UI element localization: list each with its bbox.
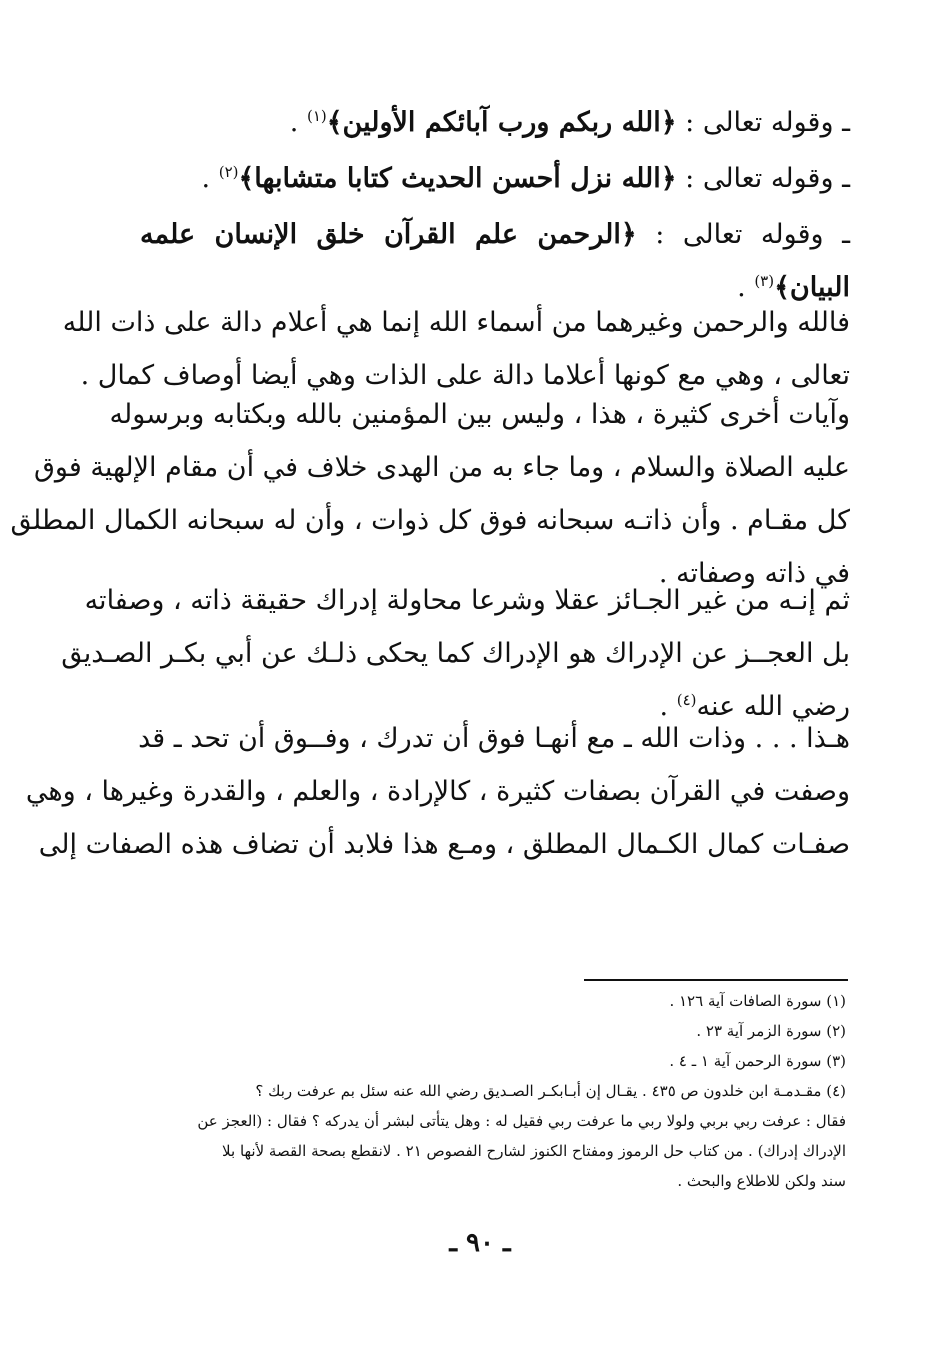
paragraph-line: عليه الصلاة والسلام ، وما جاء به من الهدى خلاف في أن مقام الإلهية فوق	[33, 452, 850, 483]
paragraph-line: وآيات أخرى كثيرة ، هذا ، وليس بين المؤمنين بالله وبكتابه وبرسوله	[109, 399, 850, 430]
paragraph-line: في ذاته وصفاته .	[658, 558, 850, 589]
paragraph-line: بل العجــز عن الإدراك هو الإدراك كما يحكى ذلـك عن أبي بكـر الصـديق	[61, 638, 850, 669]
paragraph-line: تعالى ، وهي مع كونها أعلاما دالة على الذات وهي أيضا أوصاف كمال .	[80, 360, 850, 391]
footnote-ref: (٤)	[676, 691, 697, 709]
footnote-ref: (٣)	[754, 272, 775, 290]
footnote-2: (٢) سورة الزمر آية ٢٣ .	[696, 1022, 846, 1040]
paragraph-4	[25, 712, 850, 871]
paragraph-line: وصفت في القرآن بصفات كثيرة ، كالإرادة ، والعلم ، والقدرة وغيرها ، وهي	[25, 776, 850, 807]
footnote-4-cont: سند ولكن للاطلاع والبحث .	[677, 1172, 846, 1190]
paragraph-2	[10, 388, 850, 600]
verse-prefix: ـ وقوله تعالى :	[636, 219, 850, 250]
footnote-ref: (٢)	[218, 163, 239, 181]
footnote-separator	[584, 979, 848, 981]
paragraph-1	[62, 296, 850, 402]
paragraph-text: رضي الله عنه	[696, 691, 850, 722]
paragraph-line: كل مقـام . وأن ذاتـه سبحانه فوق كل ذوات ، وأن له سبحانه الكمال المطلق	[10, 505, 850, 536]
quran-quote: ﴿الله ربكم ورب آبائكم الأولين﴾	[326, 107, 677, 138]
paragraph-line: صفـات كمال الكـمال المطلق ، ومـع هذا فلابد أن تضاف هذه الصفات إلى	[38, 829, 850, 860]
footnote-4-cont: فقال : عرفت ربي بربي ولولا ربي ما عرفت ربي فقيل له : وهل يتأتى لبشر أن يدركه ؟ فقال : (العجز عن	[197, 1112, 846, 1130]
verse-suffix: .	[201, 163, 219, 194]
footnotes	[130, 986, 846, 1196]
paragraph-line: ثم إنـه من غير الجـائز عقلا وشرعا محاولة إدراك حقيقة ذاته ، وصفاته	[84, 585, 850, 616]
footnote-4: (٤) مقـدمـة ابن خلدون ص ٤٣٥ . يقـال إن أبـابكـر الصـديق رضي الله عنه سئل بم عرفت ربك ؟	[255, 1082, 846, 1100]
paragraph-line: هـذا . . . وذات الله ـ مع أنهـا فوق أن تدرك ، وفــوق أن تحد ـ قد	[138, 723, 850, 754]
quran-quote: ﴿الرحمن علم القرآن خلق الإنسان علمه	[140, 219, 637, 250]
verse-line-2	[140, 152, 850, 205]
verse-line-3	[140, 208, 850, 261]
page-number: ـ ٩٠ ـ	[449, 1228, 511, 1258]
quran-quote: ﴿الله نزل أحسن الحديث كتابا متشابها﴾	[238, 163, 677, 194]
footnote-4-cont: الإدراك إدراك) . من كتاب حل الرموز ومفتاح الكنوز لشارح الفصوص ٢١ . لانقطع بصحة القصة لأنها بلا	[222, 1142, 846, 1160]
footnote-1: (١) سورة الصافات آية ١٢٦ .	[669, 992, 846, 1010]
footnote-3: (٣) سورة الرحمن آية ١ ـ ٤ .	[669, 1052, 846, 1070]
quran-quote: البيان﴾	[774, 272, 850, 303]
paragraph-3	[61, 574, 850, 733]
verse-suffix: .	[737, 272, 755, 303]
paragraph-line: فالله والرحمن وغيرهما من أسماء الله إنما هي أعلام دالة على ذات الله	[62, 307, 850, 338]
paragraph-suffix: .	[659, 691, 677, 722]
verse-prefix: ـ وقوله تعالى :	[676, 163, 850, 194]
verse-prefix: ـ وقوله تعالى :	[676, 107, 850, 138]
verse-block	[140, 96, 850, 314]
verse-line-1	[140, 96, 850, 149]
footnote-ref: (١)	[306, 107, 327, 125]
verse-suffix: .	[289, 107, 307, 138]
